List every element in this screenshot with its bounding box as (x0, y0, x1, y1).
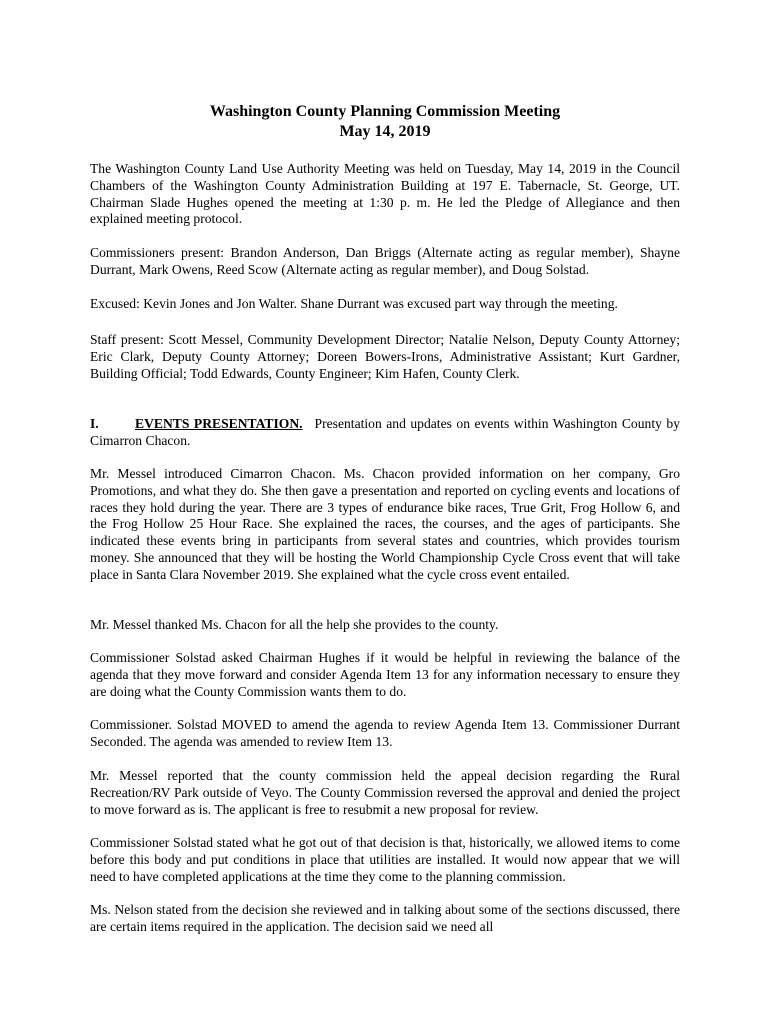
section-title: EVENTS PRESENTATION. (135, 416, 303, 431)
paragraph-solstad-decision: Commissioner Solstad stated what he got out of that decision is that, historically, we allowed items to come before this body and put conditions in place that utilities are installed. It would now appear that we will need to have completed applications at the time they come to the planning commission. (90, 835, 680, 884)
paragraph-messel-thanks: Mr. Messel thanked Ms. Chacon for all the help she provides to the county. (90, 617, 499, 632)
document-date: May 14, 2019 (339, 123, 431, 140)
paragraph-chacon-presentation: Mr. Messel introduced Cimarron Chacon. Ms. Chacon provided information on her company, Gro Promotions, and what they do. She then gave a presentation and reported on cycling events and locations of races they hold during the year. There are 3 types of endurance bike races, True Grit, Frog Hollow 6, and the Frog Hollow 25 Hour Race. She explained the races, the courses, and the ages of participants. She indicated these events bring in participants from several states and countries, which provides tourism money. She announced that they will be hosting the World Championship Cycle Cross event that will take place in Santa Clara November 2019. She explained what the cycle cross event entailed. (90, 466, 680, 582)
paragraph-motion-amend-agenda: Commissioner. Solstad MOVED to amend the agenda to review Agenda Item 13. Commissioner Durrant Seconded. The agenda was amended to review Item 13. (90, 717, 680, 749)
paragraph-nelson-decision: Ms. Nelson stated from the decision she reviewed and in talking about some of the sections discussed, there are certain items required in the application. The decision said we need all (90, 902, 680, 934)
document-title: Washington County Planning Commission Meeting (209, 103, 561, 120)
paragraph-solstad-question: Commissioner Solstad asked Chairman Hughes if it would be helpful in reviewing the balance of the agenda that they move forward and consider Agenda Item 13 for any information necessary to ensure they are doing what the County Commission wants them to do. (90, 650, 680, 699)
section-heading-events (90, 416, 680, 450)
paragraph-appeal-report: Mr. Messel reported that the county commission held the appeal decision regarding the Rural Recreation/RV Park outside of Veyo. The County Commission reversed the approval and denied the project to move forward as is. The applicant is free to resubmit a new proposal for review. (90, 768, 680, 817)
section-number: I. (90, 416, 99, 431)
paragraph-excused: Excused: Kevin Jones and Jon Walter. Shane Durrant was excused part way through the meeting. (90, 296, 618, 311)
paragraph-opening: The Washington County Land Use Authority Meeting was held on Tuesday, May 14, 2019 in the Council Chambers of the Washington County Administration Building at 197 E. Tabernacle, St. George, UT. Chairman Slade Hughes opened the meeting at 1:30 p. m. He led the Pledge of Allegiance and then explained meeting protocol. (90, 161, 680, 227)
paragraph-staff-present: Staff present: Scott Messel, Community Development Director; Natalie Nelson, Deputy County Attorney; Eric Clark, Deputy County Attorney; Doreen Bowers-Irons, Administrative Assistant; Kurt Gardner, Building Official; Todd Edwards, County Engineer; Kim Hafen, County Clerk. (90, 332, 680, 381)
section-description: Presentation and updates on events within Washington County by Cimarron Chacon. (90, 416, 680, 448)
paragraph-commissioners-present: Commissioners present: Brandon Anderson, Dan Briggs (Alternate acting as regular member), Shayne Durrant, Mark Owens, Reed Scow (Alternate acting as regular member), and Doug Solstad. (90, 245, 680, 277)
